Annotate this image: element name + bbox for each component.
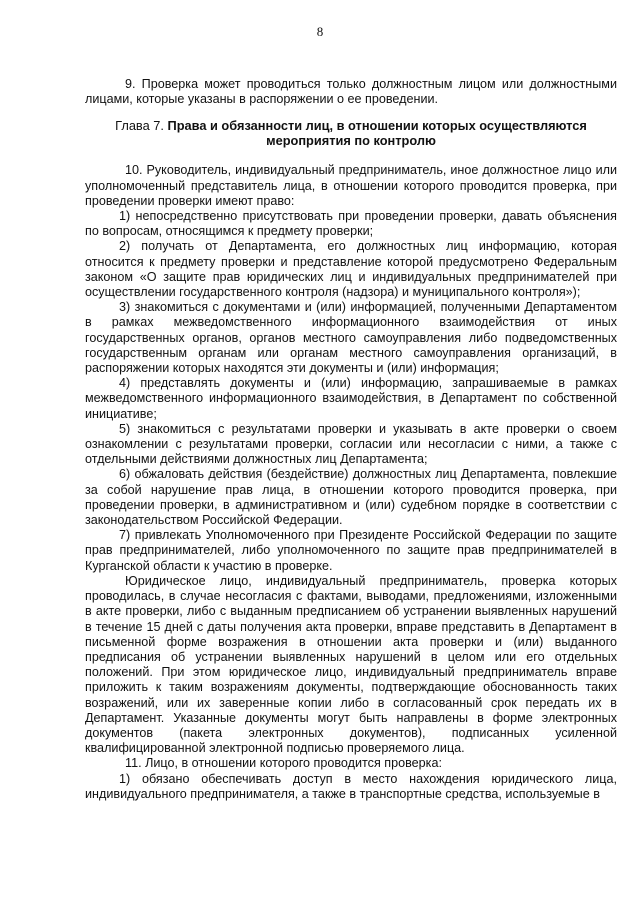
list-item: 4) представлять документы и (или) информацию, запрашиваемые в рамках межведомственного информационного взаимодействия, в Департамент по собственной инициативе;: [85, 376, 617, 421]
page-number: 8: [316, 24, 324, 39]
document-body: [85, 77, 617, 802]
list-item: 2) получать от Департамента, его должностных лиц информацию, которая относится к предмету проверки и представление которой предусмотрено Федеральным законом «О защите прав юридических лиц и индивидуальных предпринимателей при осуществлении государственного контроля (надзора) и муниципального контроля»);: [85, 239, 617, 300]
list-item: 7) привлекать Уполномоченного при Президенте Российской Федерации по защите прав предпринимателей, либо уполномоченного по защите прав предпринимателей в Курганской области к участию в проверке.: [85, 528, 617, 573]
paragraph-11-intro: 11. Лицо, в отношении которого проводится проверка:: [125, 756, 442, 771]
list-item: 1) обязано обеспечивать доступ в место нахождения юридического лица, индивидуального предпринимателя, а также в транспортные средства, используемые в: [85, 771, 617, 801]
paragraph-10-intro: 10. Руководитель, индивидуальный предприниматель, иное должностное лицо или уполномоченный представитель лица, в отношении которого проводится проверка, при проведении проверки имеют право:: [85, 163, 617, 208]
paragraph-legal-entity-objections: Юридическое лицо, индивидуальный предприниматель, проверка которых проводилась, в случае несогласия с фактами, выводами, предложениями, изложенными в акте проверки, либо с выданным предписанием об устранении выявленных нарушений в течение 15 дней с даты получения акта проверки, вправе представить в Департамент в письменной форме возражения в отношении акта проверки и (или) выданного предписания об устранении выявленных нарушений в целом или его отдельных положений. При этом юридическое лицо, индивидуальный предприниматель вправе приложить к таким возражениям документы, подтверждающие обоснованность таких возражений, или их заверенные копии либо в согласованный срок передать их в Департамент. Указанные документы могут быть направлены в форме электронных документов (пакета электронных документов), подписанных усиленной квалифицированной электронной подписью проверяемого лица.: [85, 573, 617, 756]
paragraph-9: 9. Проверка может проводиться только должностным лицом или должностными лицами, которые указаны в распоряжении о ее проведении.: [85, 77, 617, 107]
list-item: 3) знакомиться с документами и (или) информацией, полученными Департаментом в рамках межведомственного информационного взаимодействия от иных государственных органов, органов местного самоуправления либо подведомственных государственным органам или органам местного самоуправления организаций, в распоряжении которых находятся эти документы и (или) информация;: [85, 300, 617, 376]
chapter-heading: [85, 118, 617, 148]
list-item: 6) обжаловать действия (бездействие) должностных лиц Департамента, повлекшие за собой нарушение прав лица, в отношении которого проводится проверка, при проведении проверки, в административном и (или) судебном порядке в соответствии с законодательством Российской Федерации.: [85, 467, 617, 528]
chapter-prefix: Глава 7.: [115, 118, 164, 134]
list-item: 1) непосредственно присутствовать при проведении проверки, давать объяснения по вопросам, относящимся к предмету проверки;: [85, 209, 617, 239]
chapter-title: Права и обязанности лиц, в отношении которых осуществляются мероприятия по контролю: [167, 118, 587, 149]
list-item: 5) знакомиться с результатами проверки и указывать в акте проверки о своем ознакомлении с результатами проверки, согласии или несогласии с ними, а также с отдельными действиями должностных лиц Департамента;: [85, 421, 617, 467]
